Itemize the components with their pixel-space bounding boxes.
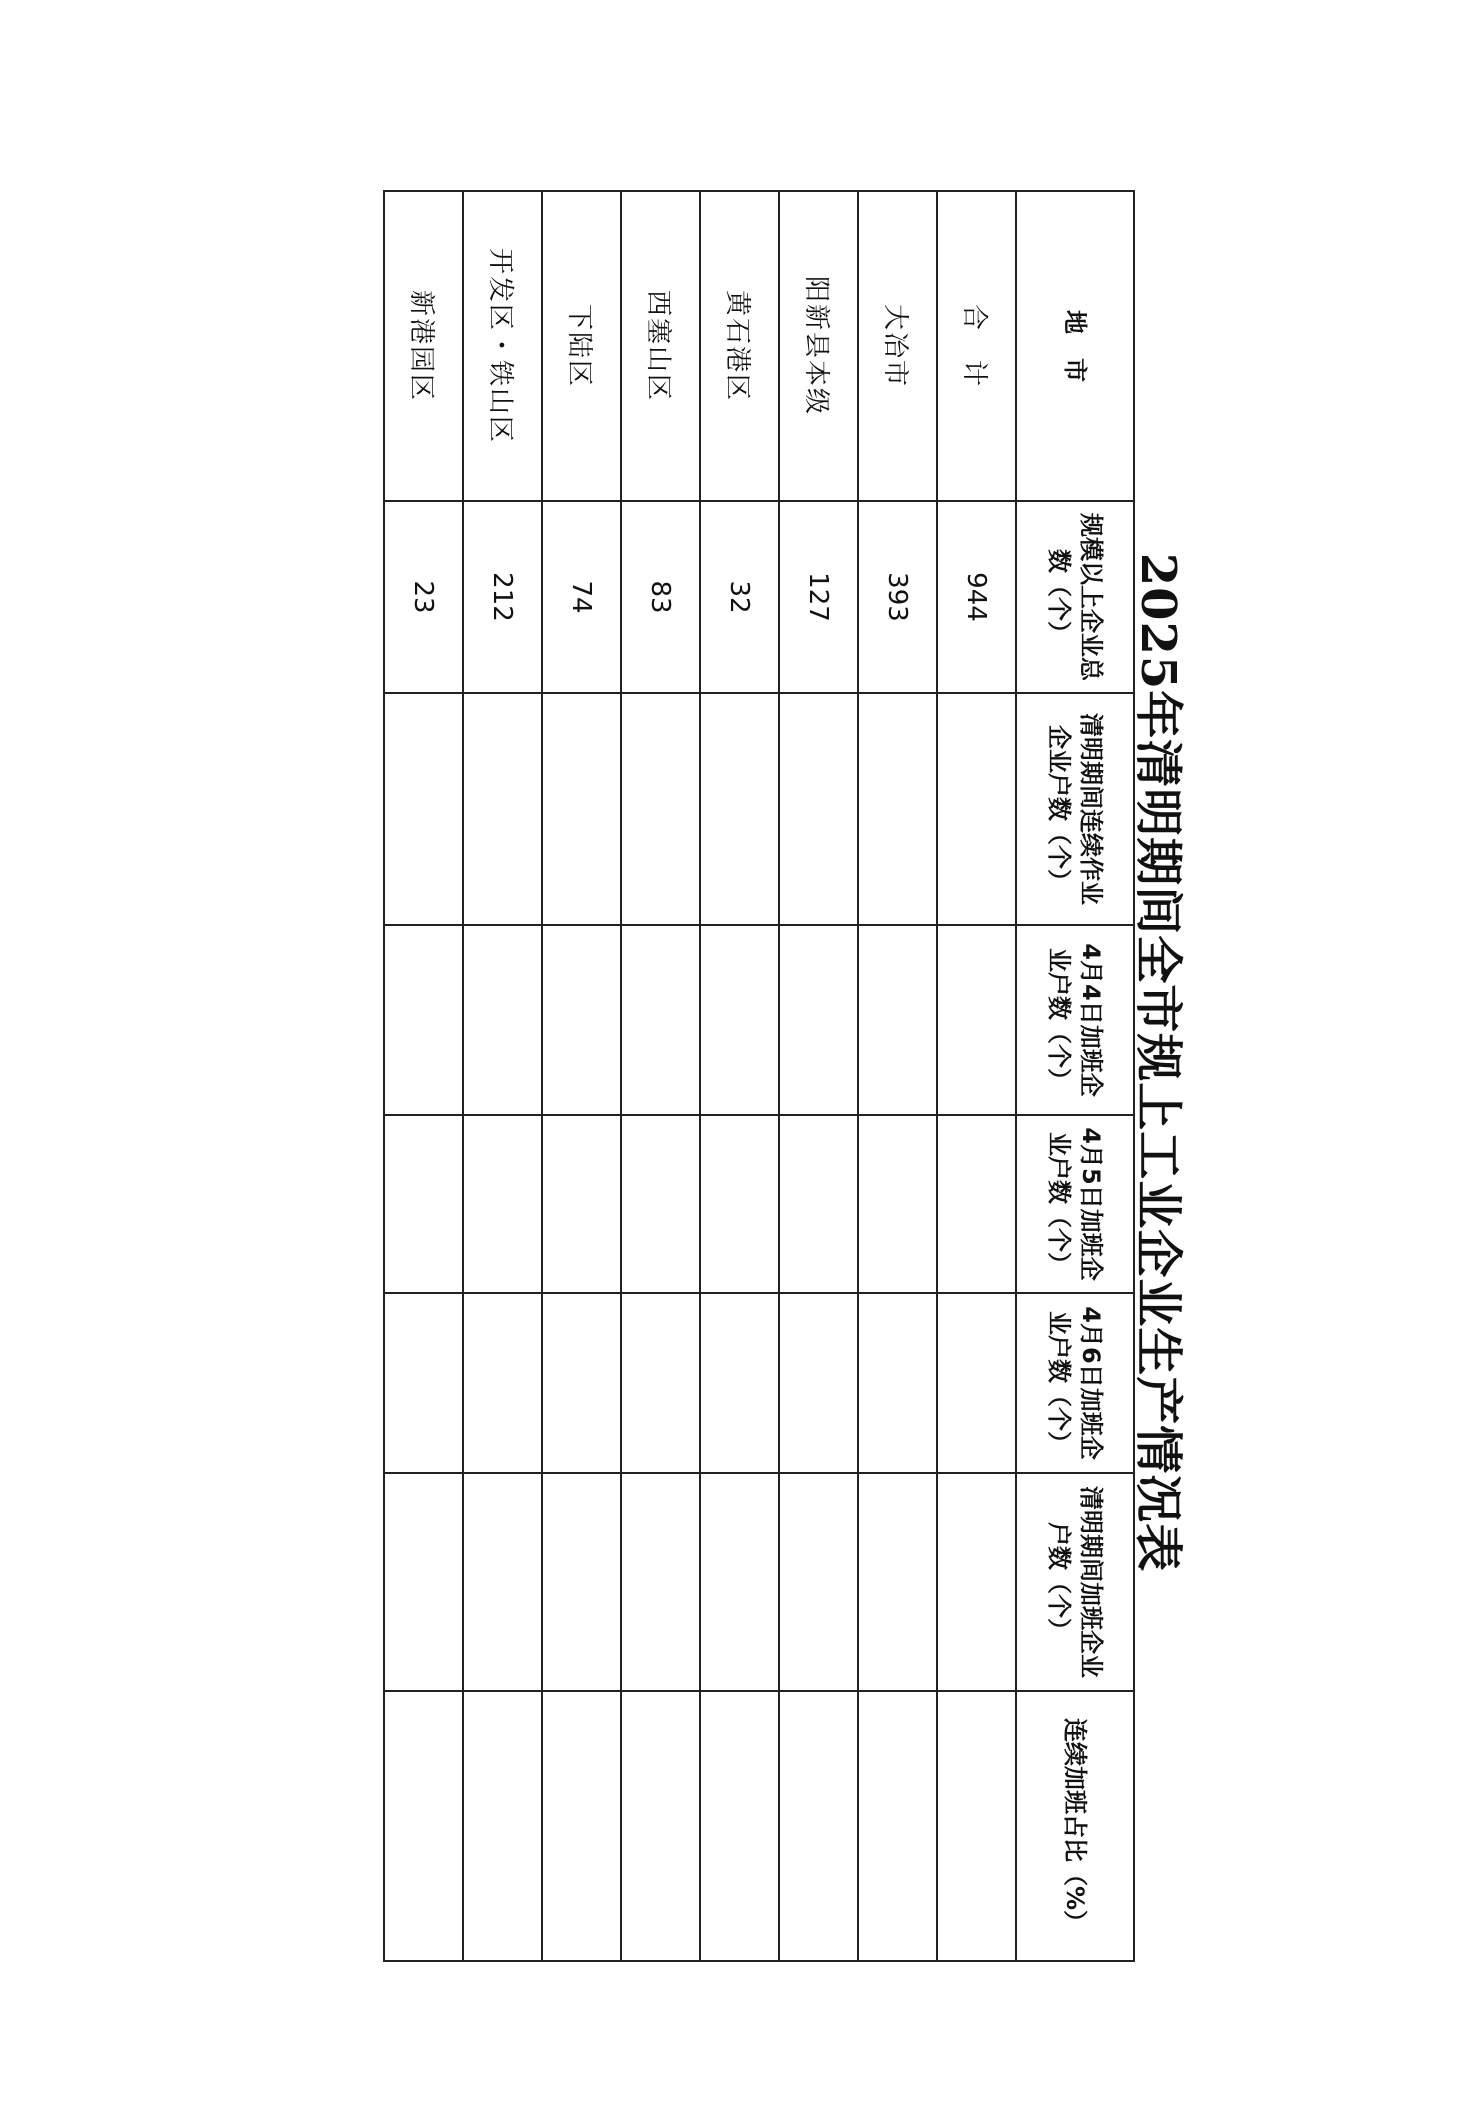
apr4-cell [700, 925, 779, 1115]
total-cell: 83 [621, 501, 700, 693]
header-overtime: 清明期间加班企业户数（个） [1016, 1473, 1134, 1691]
apr6-cell [779, 1293, 858, 1473]
apr5-cell [463, 1115, 542, 1293]
overtime-cell [542, 1473, 621, 1691]
apr4-cell [621, 925, 700, 1115]
region-cell: 开发区・铁山区 [463, 191, 542, 501]
continuous-cell [858, 693, 937, 925]
apr4-cell [937, 925, 1016, 1115]
apr6-cell [542, 1293, 621, 1473]
region-cell: 西塞山区 [621, 191, 700, 501]
ratio-cell [384, 1691, 463, 1961]
apr6-cell [463, 1293, 542, 1473]
apr4-cell [463, 925, 542, 1115]
apr5-cell [700, 1115, 779, 1293]
total-cell: 127 [779, 501, 858, 693]
total-cell: 393 [858, 501, 937, 693]
ratio-cell [937, 1691, 1016, 1961]
ratio-cell [463, 1691, 542, 1961]
ratio-cell [542, 1691, 621, 1961]
overtime-cell [858, 1473, 937, 1691]
region-cell: 合 计 [937, 191, 1016, 501]
header-total: 规模以上企业总数（个） [1016, 501, 1134, 693]
production-table [383, 190, 1135, 1962]
ratio-cell [779, 1691, 858, 1961]
region-cell: 阳新县本级 [779, 191, 858, 501]
continuous-cell [700, 693, 779, 925]
table-row [542, 191, 621, 1961]
apr4-cell [542, 925, 621, 1115]
apr5-cell [384, 1115, 463, 1293]
apr6-cell [384, 1293, 463, 1473]
table-row [384, 191, 463, 1961]
continuous-cell [621, 693, 700, 925]
table-row [463, 191, 542, 1961]
overtime-cell [384, 1473, 463, 1691]
table-row [700, 191, 779, 1961]
apr4-cell [858, 925, 937, 1115]
continuous-cell [384, 693, 463, 925]
header-apr6: 4月6日加班企业户数（个） [1016, 1293, 1134, 1473]
overtime-cell [779, 1473, 858, 1691]
continuous-cell [463, 693, 542, 925]
apr6-cell [858, 1293, 937, 1473]
document-title: 2025年清明期间全市规上工业企业生产情况表 [1130, 552, 1186, 1573]
region-cell: 黄石港区 [700, 191, 779, 501]
overtime-cell [621, 1473, 700, 1691]
apr6-cell [937, 1293, 1016, 1473]
total-cell: 74 [542, 501, 621, 693]
continuous-cell [937, 693, 1016, 925]
region-cell: 大冶市 [858, 191, 937, 501]
apr4-cell [779, 925, 858, 1115]
total-cell: 212 [463, 501, 542, 693]
overtime-cell [700, 1473, 779, 1691]
region-cell: 新港园区 [384, 191, 463, 501]
ratio-cell [858, 1691, 937, 1961]
total-cell: 944 [937, 501, 1016, 693]
region-cell: 下陆区 [542, 191, 621, 501]
header-row [1016, 191, 1134, 1961]
header-region: 地 市 [1016, 191, 1134, 501]
apr5-cell [779, 1115, 858, 1293]
table-row [779, 191, 858, 1961]
continuous-cell [779, 693, 858, 925]
header-ratio: 连续加班占比（%） [1016, 1691, 1134, 1961]
overtime-cell [937, 1473, 1016, 1691]
ratio-cell [700, 1691, 779, 1961]
apr5-cell [542, 1115, 621, 1293]
total-cell: 23 [384, 501, 463, 693]
header-apr5: 4月5日加班企业户数（个） [1016, 1115, 1134, 1293]
table-row [858, 191, 937, 1961]
overtime-cell [463, 1473, 542, 1691]
apr6-cell [621, 1293, 700, 1473]
apr5-cell [937, 1115, 1016, 1293]
apr5-cell [858, 1115, 937, 1293]
header-apr4: 4月4日加班企业户数（个） [1016, 925, 1134, 1115]
total-cell: 32 [700, 501, 779, 693]
continuous-cell [542, 693, 621, 925]
apr4-cell [384, 925, 463, 1115]
table-row [621, 191, 700, 1961]
apr6-cell [700, 1293, 779, 1473]
header-continuous: 清明期间连续作业企业户数（个） [1016, 693, 1134, 925]
ratio-cell [621, 1691, 700, 1961]
table-row [937, 191, 1016, 1961]
apr5-cell [621, 1115, 700, 1293]
